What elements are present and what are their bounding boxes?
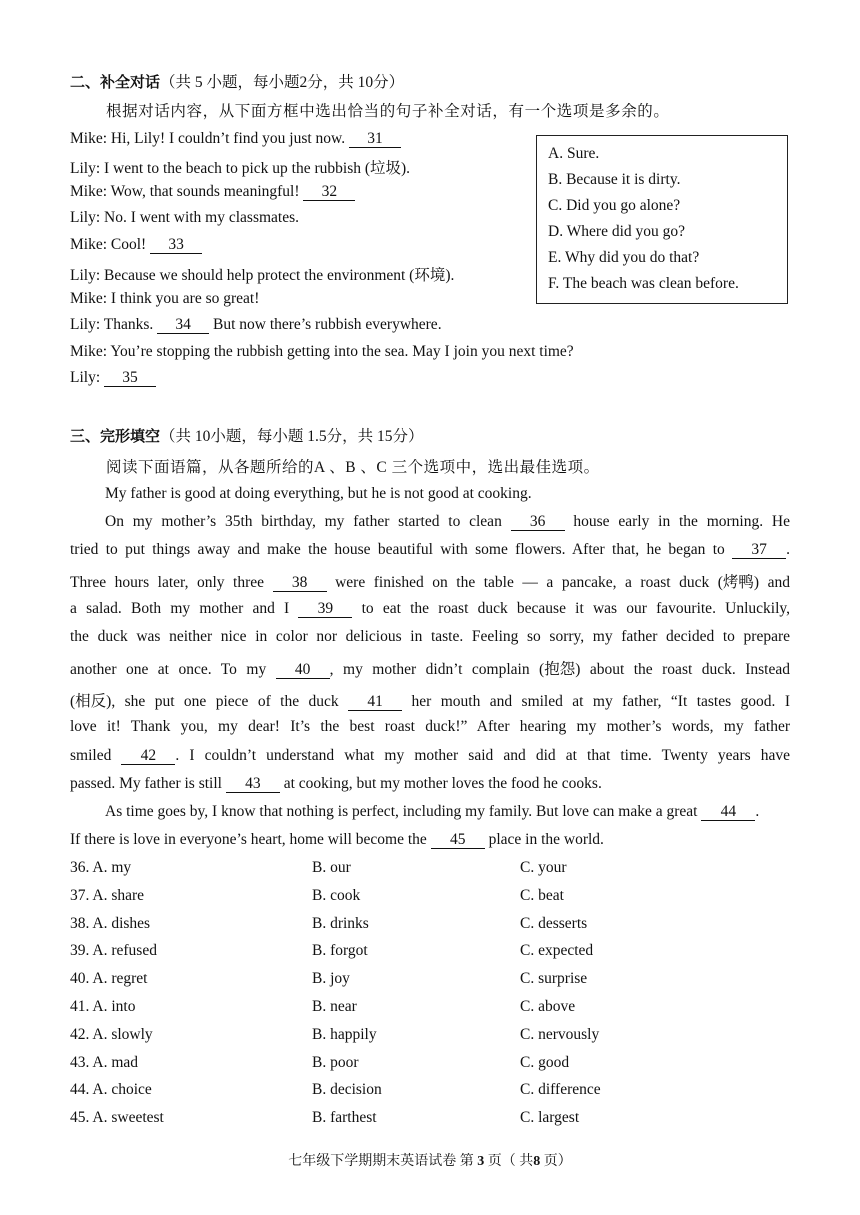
passage-line [105,803,759,821]
dialogue-line [70,343,574,361]
choice-option: B. drinks [312,914,369,932]
passage-text: house early in the morning. He [564,513,790,530]
option-a: A. Sure. [548,145,600,162]
choice-option: B. forgot [312,942,368,960]
dialogue-line [70,130,401,148]
passage-text: . I couldn’t understand what my mother said and did at that time. Twenty years have [175,747,790,764]
passage-text: , my mother didn’t complain (抱怨) about the roast duck. Instead [329,661,790,678]
blank-31: 31 [349,131,401,148]
dialogue-line [70,156,410,178]
passage-text: the duck was neither nice in color nor delicious in taste. Feeling so sorry, my father decided to prepare [70,628,790,645]
footer-mid: 页（ 共 [484,1154,534,1169]
choice-option: B. farthest [312,1109,377,1127]
dialogue-text: Lily: Thanks. [70,316,158,333]
dialogue-line [70,369,156,387]
choice-option: C. your [520,859,567,876]
passage-text: Three hours later, only three [70,574,273,591]
passage-line [70,541,790,559]
choice-option: 40. A. regret [70,970,148,988]
passage-line [70,657,790,679]
blank-42: 42 [121,748,175,765]
passage-text: to eat the roast duck because it was our favourite. Unluckily, [352,600,790,617]
choice-option: B. cook [312,886,361,904]
option-b: B. Because it is dirty. [548,171,681,188]
dialogue-line [70,290,259,308]
passage-text: tried to put things away and make the house beautiful with some flowers. After that, he began to [70,541,733,558]
section2-title: 二、补全对话 [70,73,161,91]
choice-option: C. expected [520,942,594,960]
blank-44: 44 [701,804,755,821]
section3-title: 三、完形填空 [70,427,161,445]
footer-prefix: 七年级下学期期末英语试卷 第 [288,1154,478,1169]
passage-text: passed. My father is still [70,775,226,792]
choice-option: C. beat [520,886,564,904]
passage-text: . [755,803,760,820]
passage-text: smiled [70,747,122,764]
dialogue-text: Mike: I think you are so great! [70,290,260,307]
passage-text: (相反), she put one piece of the duck [70,693,349,710]
passage-text: at cooking, but my mother loves the food he cooks. [279,775,602,792]
footer-suffix: 页） [540,1154,572,1169]
choice-option: B. poor [312,1053,359,1071]
choice-option: B. our [312,859,351,876]
choice-option: B. happily [312,1025,377,1043]
choice-option: 39. A. refused [70,942,157,960]
option-c: C. Did you go alone? [548,197,681,214]
blank-34: 34 [157,317,209,334]
choice-option: 37. A. share [70,886,145,904]
passage-text: My father is good at doing everything, but he is not good at cooking. [105,485,532,502]
passage-line [70,831,604,849]
passage-text: another one at once. To my [70,661,276,678]
options-box [536,135,788,304]
passage-line [70,775,602,793]
option-f: F. The beach was clean before. [548,275,739,292]
blank-33: 33 [150,237,202,254]
choice-option: 41. A. into [70,998,136,1015]
dialogue-line [70,183,355,201]
page-number: 3 [477,1154,485,1169]
passage-text: were finished on the table — a pancake, a roast duck (烤鸭) and [326,574,790,591]
blank-36: 36 [511,514,565,531]
blank-35: 35 [104,370,156,387]
choice-option: C. difference [520,1081,601,1099]
dialogue-text: Lily: Because we should help protect the environment (环境). [70,267,455,284]
passage-text: a salad. Both my mother and I [70,600,299,617]
choice-option: B. decision [312,1081,382,1099]
passage-line [70,628,790,646]
passage-text: On my mother’s 35th birthday, my father started to clean [105,513,511,530]
dialogue-text: Lily: No. I went with my classmates. [70,209,300,226]
choice-option: B. joy [312,970,350,988]
section2-heading [70,70,404,92]
option-e: E. Why did you do that? [548,249,700,266]
passage-text: her mouth and smiled at my father, “It tastes good. I [402,693,791,710]
passage-line [70,570,790,592]
dialogue-text: Lily: I went to the beach to pick up the rubbish (垃圾). [70,160,411,177]
choice-option: 43. A. mad [70,1053,139,1071]
passage-text: . [786,541,790,558]
dialogue-text: Mike: Hi, Lily! I couldn’t find you just now. [70,130,349,147]
dialogue-line [70,236,202,254]
blank-32: 32 [303,184,355,201]
blank-37: 37 [732,542,786,559]
choice-option: C. surprise [520,970,588,988]
section3-heading [70,424,424,446]
passage-line [70,600,790,618]
dialogue-line [70,263,454,285]
blank-38: 38 [273,575,327,592]
dialogue-text: Mike: Cool! [70,236,151,253]
passage-line [70,747,790,765]
choice-option: 42. A. slowly [70,1025,153,1043]
passage-text: As time goes by, I know that nothing is perfect, including my family. But love can make a great [105,803,702,820]
choice-option: C. good [520,1053,570,1071]
blank-40: 40 [276,662,330,679]
passage-text: place in the world. [484,831,604,848]
blank-43: 43 [226,776,280,793]
blank-41: 41 [348,694,402,711]
dialogue-text: Mike: You’re stopping the rubbish getting into the sea. May I join you next time? [70,343,574,360]
dialogue-text: Mike: Wow, that sounds meaningful! [70,183,304,200]
section3-score: （共 10小题，每小题 1.5分，共 15分） [160,428,424,445]
passage-text: love it! Thank you, my dear! It’s the best roast duck!” After hearing my mother’s words, my father [70,718,790,735]
option-d: D. Where did you go? [548,223,686,240]
dialogue-line [70,209,299,227]
dialogue-text: But now there’s rubbish everywhere. [209,316,442,333]
dialogue-text: Lily: [70,369,105,386]
passage-line [70,718,790,736]
section2-instruction: 根据对话内容，从下面方框中选出恰当的句子补全对话，有一个选项是多余的。 [106,103,670,120]
choice-option: C. largest [520,1109,580,1127]
section3-instruction: 阅读下面语篇，从各题所给的A 、B 、C 三个选项中，选出最佳选项。 [106,459,600,476]
passage-text: If there is love in everyone’s heart, home will become the [70,831,431,848]
choice-option: C. above [520,998,576,1015]
blank-39: 39 [298,601,352,618]
choice-option: 45. A. sweetest [70,1109,164,1127]
choice-option: 38. A. dishes [70,914,151,932]
total-pages: 8 [533,1154,541,1169]
choice-option: 36. A. my [70,859,132,876]
passage-line [105,485,532,503]
page-footer [0,1150,860,1170]
choice-option: 44. A. choice [70,1081,152,1099]
passage-line [70,689,790,711]
section2-score: （共 5 小题，每小题2分，共 10分） [160,74,405,91]
choice-option: C. nervously [520,1025,600,1043]
dialogue-line [70,316,442,334]
blank-45: 45 [431,832,485,849]
passage-line [105,513,790,531]
choice-option: B. near [312,998,357,1015]
choice-option: C. desserts [520,914,588,932]
